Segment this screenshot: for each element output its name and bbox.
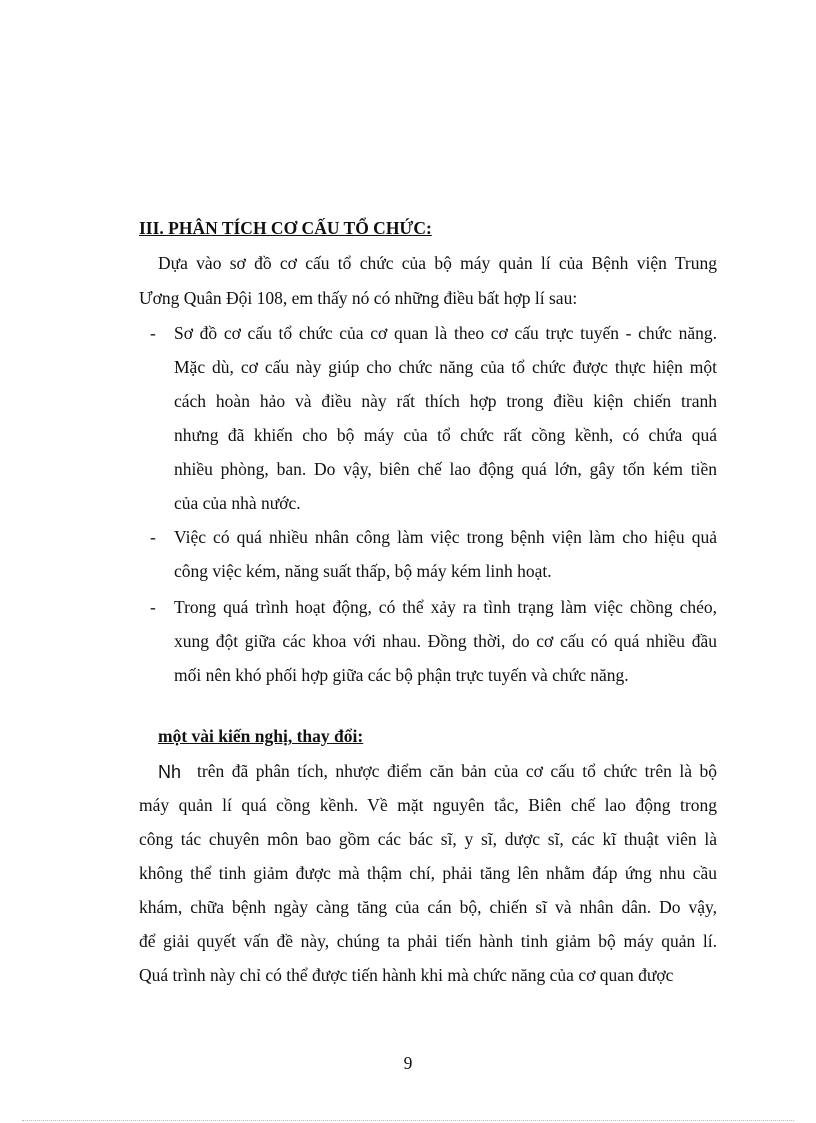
bullet1-line-5: nhiều phòng, ban. Do vậy, biên chế lao động quá lớn, gây tốn kém tiền [174,459,717,479]
paragraph-line-2: máy quản lí quá cồng kềnh. Về mặt nguyên tắc, Biên chế lao động trong [139,795,717,815]
bullet3-line-1: Trong quá trình hoạt động, có thể xảy ra tình trạng làm việc chồng chéo, [174,597,717,617]
section-heading-analysis: III. PHÂN TÍCH CƠ CẤU TỔ CHỨC: [139,218,432,238]
paragraph-line-6: để giải quyết vấn đề này, chúng ta phải tiến hành tinh giảm bộ máy quản lí. [139,931,717,951]
intro-line-1: Dựa vào sơ đồ cơ cấu tổ chức của bộ máy quản lí của Bệnh viện Trung [158,253,717,273]
bullet-marker: - [150,323,156,343]
bullet3-line-2: xung đột giữa các khoa với nhau. Đồng thời, do cơ cấu có quá nhiều đầu [174,631,717,651]
paragraph-first-word: Nh [158,762,182,782]
page-bottom-divider [22,1120,794,1121]
bullet1-line-3: cách hoàn hảo và điều này rất thích hợp trong điều kiện chiến tranh [174,391,717,411]
page-number: 9 [403,1053,413,1073]
paragraph-line-7: Quá trình này chỉ có thể được tiến hành khi mà chức năng của cơ quan được [139,965,674,985]
paragraph-line-3: công tác chuyên môn bao gồm các bác sĩ, y sĩ, dược sĩ, các kĩ thuật viên là [139,829,717,849]
bullet-marker: - [150,527,156,547]
paragraph-line-4: không thể tinh giảm được mà thậm chí, phải tăng lên nhằm đáp ứng nhu cầu [139,863,717,883]
bullet-marker: - [150,597,156,617]
bullet1-line-2: Mặc dù, cơ cấu này giúp cho chức năng của tổ chức được thực hiện một [174,357,717,377]
bullet3-line-3: mối nên khó phối hợp giữa các bộ phận trực tuyến và chức năng. [174,665,629,685]
intro-line-2: Ương Quân Đội 108, em thấy nó có những điều bất hợp lí sau: [139,288,578,308]
section-heading-recommendations: một vài kiến nghị, thay đổi: [158,726,364,746]
bullet2-line-2: công việc kém, năng suất thấp, bộ máy kém linh hoạt. [174,561,552,581]
paragraph-line-1: trên đã phân tích, nhược điểm căn bản của cơ cấu tổ chức trên là bộ [197,761,717,781]
bullet2-line-1: Việc có quá nhiều nhân công làm việc trong bệnh viện làm cho hiệu quả [174,527,717,547]
bullet1-line-1: Sơ đồ cơ cấu tổ chức của cơ quan là theo cơ cấu trực tuyến - chức năng. [174,323,717,343]
bullet1-line-4: nhưng đã khiến cho bộ máy của tổ chức rất cồng kềnh, có chứa quá [174,425,717,445]
bullet1-line-6: của của nhà nước. [174,493,301,513]
paragraph-line-5: khám, chữa bệnh ngày càng tăng của cán bộ, chiến sĩ và nhân dân. Do vậy, [139,897,717,917]
